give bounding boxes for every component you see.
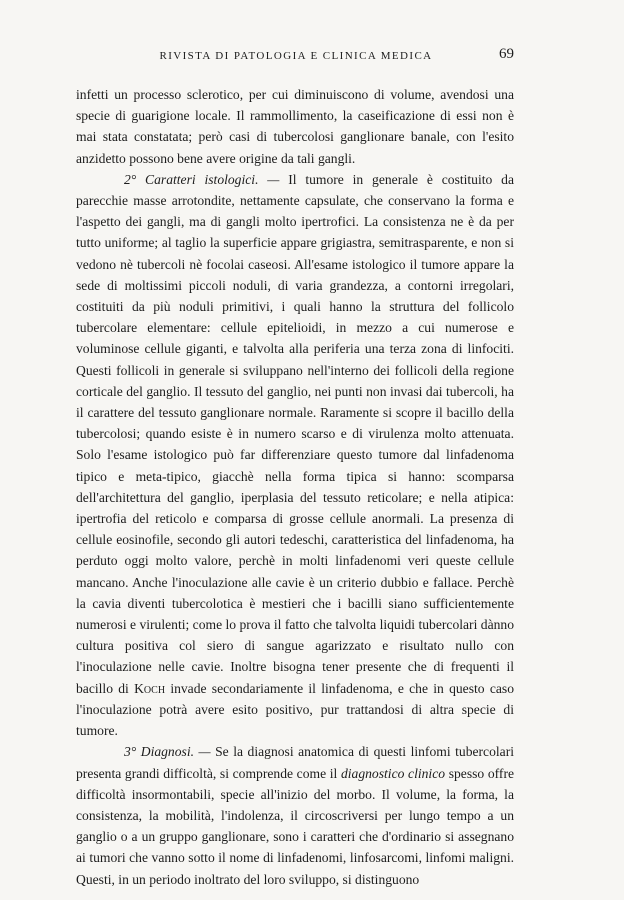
- page-number: 69: [499, 46, 514, 62]
- page-header: [78, 44, 514, 66]
- paragraph-diagnosi: [76, 741, 514, 889]
- section-lead-caratteri-istologici: 2° Caratteri istologici. —: [124, 171, 280, 187]
- emphasis-diagnostico-clinico: diagnostico clinico: [340, 765, 446, 781]
- name-koch: Koch: [134, 680, 166, 696]
- paragraph-caratteri-istologici: [76, 169, 514, 741]
- paragraph-text: Il tumore in generale è costituito da parecchie masse arrotondite, nettamente capsulate, che conservano la forma e l'aspetto dei gangli, ma di gangli molto ipertrofici. La consistenza ne è da per tutto uniforme; al taglio la superficie appare grigiastra, semitrasparente, e non si vedono nè tubercoli nè focolai caseosi. All'esame istologico il tumore appare la sede di moltissimi piccoli noduli, di varia grandezza, a contorni irregolari, costituiti da più noduli primitivi, i quali hanno la struttura del follicolo tubercolare elementare: cellule epitelioidi, in mezzo a cui numerose e voluminose cellule giganti, e talvolta alla periferia una terza zona di linfociti. Questi follicoli in generale si sviluppano nell'interno dei follicoli della regione corticale del ganglio. Il tessuto del ganglio, nei punti non invasi dai tubercoli, ha il carattere del tessuto ganglionare normale. Raramente si scopre il bacillo della tubercolosi; quando esiste è in numero scarso e di virulenza molto attenuata. Solo l'esame istologico può far differenziare questo tumore dal linfadenoma tipico e meta-tipico, giacchè nella forma tipica si hanno: scomparsa dell'architettura del ganglio, iperplasia del tessuto reticolare; e nella atipica: ipertrofia del reticolo e comparsa di grosse cellule anormali. La presenza di cellule eosinofile, secondo gli autori tedeschi, caratteristica del linfadenoma, ha perduto oggi molto valore, perchè in molti linfadenomi veri queste cellule mancano. Anche l'inoculazione alle cavie è un criterio dubbio e fallace. Perchè la cavia diventi tubercolotica è mestieri che i bacilli siano sufficientemente numerosi e virulenti; come lo prova il fatto che talvolta liquidi tubercolari dànno cultura positiva col siero di sangue agarizzato e risultato nullo con l'inoculazione nelle cavie. Inoltre bisogna tener presente che di frequenti il bacillo di: [76, 171, 514, 696]
- body-text: [76, 84, 514, 890]
- paragraph-text: Se la diagnosi anatomica di questi linfomi tubercolari presenta grandi difficoltà, si comprende come il: [76, 744, 514, 781]
- running-head: RIVISTA DI PATOLOGIA E CLINICA MEDICA: [159, 50, 433, 62]
- section-lead-diagnosi: 3° Diagnosi. —: [124, 744, 211, 760]
- paragraph-text: spesso offre difficoltà insormontabili, specie all'inizio del morbo. Il volume, la forma, la consistenza, la mobilità, l'indolenza, il circoscriversi per lungo tempo a un ganglio o a un gruppo ganglionare, sono i caratteri che d'ordinario si assegnano ai tumori che vanno sotto il nome di linfadenomi, linfosarcomi, linfomi maligni. Questi, in un periodo inoltrato del loro sviluppo, si distinguono: [76, 765, 515, 887]
- paragraph-text: invade secondariamente il linfadenoma, e che in questo caso l'inoculazione potrà avere esito positivo, pur trattandosi di altra specie di tumore.: [76, 680, 514, 739]
- paragraph-continuation: infetti un processo sclerotico, per cui diminuiscono di volume, avendosi una specie di guarigione locale. Il rammollimento, la caseificazione di essi non è mai stata constatata; però casi di tubercolosi ganglionare banale, con l'esito anzidetto possono bene avere origine da tali gangli.: [76, 87, 514, 166]
